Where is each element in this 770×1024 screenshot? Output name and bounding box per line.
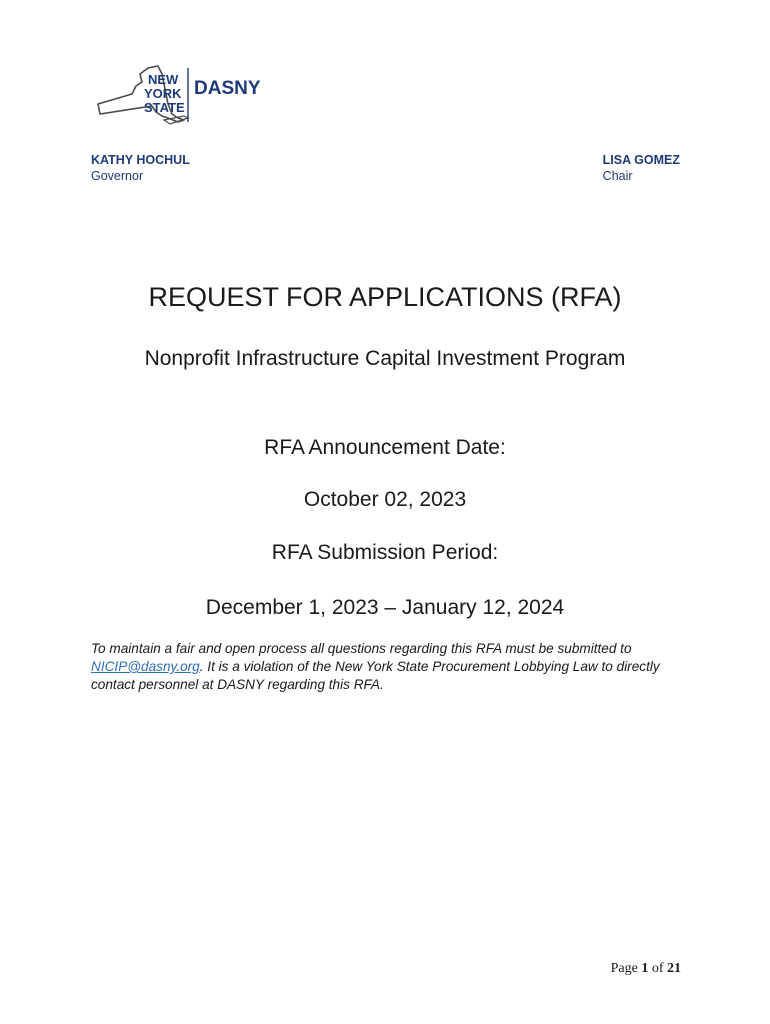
governor-block <box>91 152 190 184</box>
notice-text-part1: To maintain a fair and open process all questions regarding this RFA must be submitted to <box>91 641 632 656</box>
logo-state-text: STATE <box>144 100 185 115</box>
nys-dasny-logo <box>92 60 272 134</box>
governor-role: Governor <box>91 169 144 183</box>
page-current: 1 <box>641 961 649 976</box>
chair-block <box>603 152 680 184</box>
governor-name: KATHY HOCHUL <box>91 153 190 167</box>
announcement-date: October 02, 2023 <box>303 488 467 511</box>
page-label: Page <box>610 961 642 976</box>
page-of: of <box>648 961 667 976</box>
lobbying-notice <box>91 640 691 694</box>
logo-new-text: NEW <box>148 72 179 87</box>
chair-role: Chair <box>602 169 633 183</box>
submission-label: RFA Submission Period: <box>271 541 499 564</box>
contact-email-link[interactable]: NICIP@dasny.org <box>91 659 200 674</box>
notice-text-part2: . It is a violation of the New York State Procurement Lobbying Law to directly contact personnel at DASNY regarding this RFA. <box>91 659 660 692</box>
page-number <box>611 961 681 977</box>
logo-dasny-text: DASNY <box>194 78 261 99</box>
page-total: 21 <box>667 961 681 976</box>
program-name: Nonprofit Infrastructure Capital Investment Program <box>144 347 626 370</box>
new-york-state-map-icon <box>92 60 272 134</box>
document-title: REQUEST FOR APPLICATIONS (RFA) <box>148 282 622 312</box>
announcement-label: RFA Announcement Date: <box>264 436 506 459</box>
logo-york-text: YORK <box>144 86 182 101</box>
chair-name: LISA GOMEZ <box>602 153 680 167</box>
submission-period: December 1, 2023 – January 12, 2024 <box>205 596 565 619</box>
